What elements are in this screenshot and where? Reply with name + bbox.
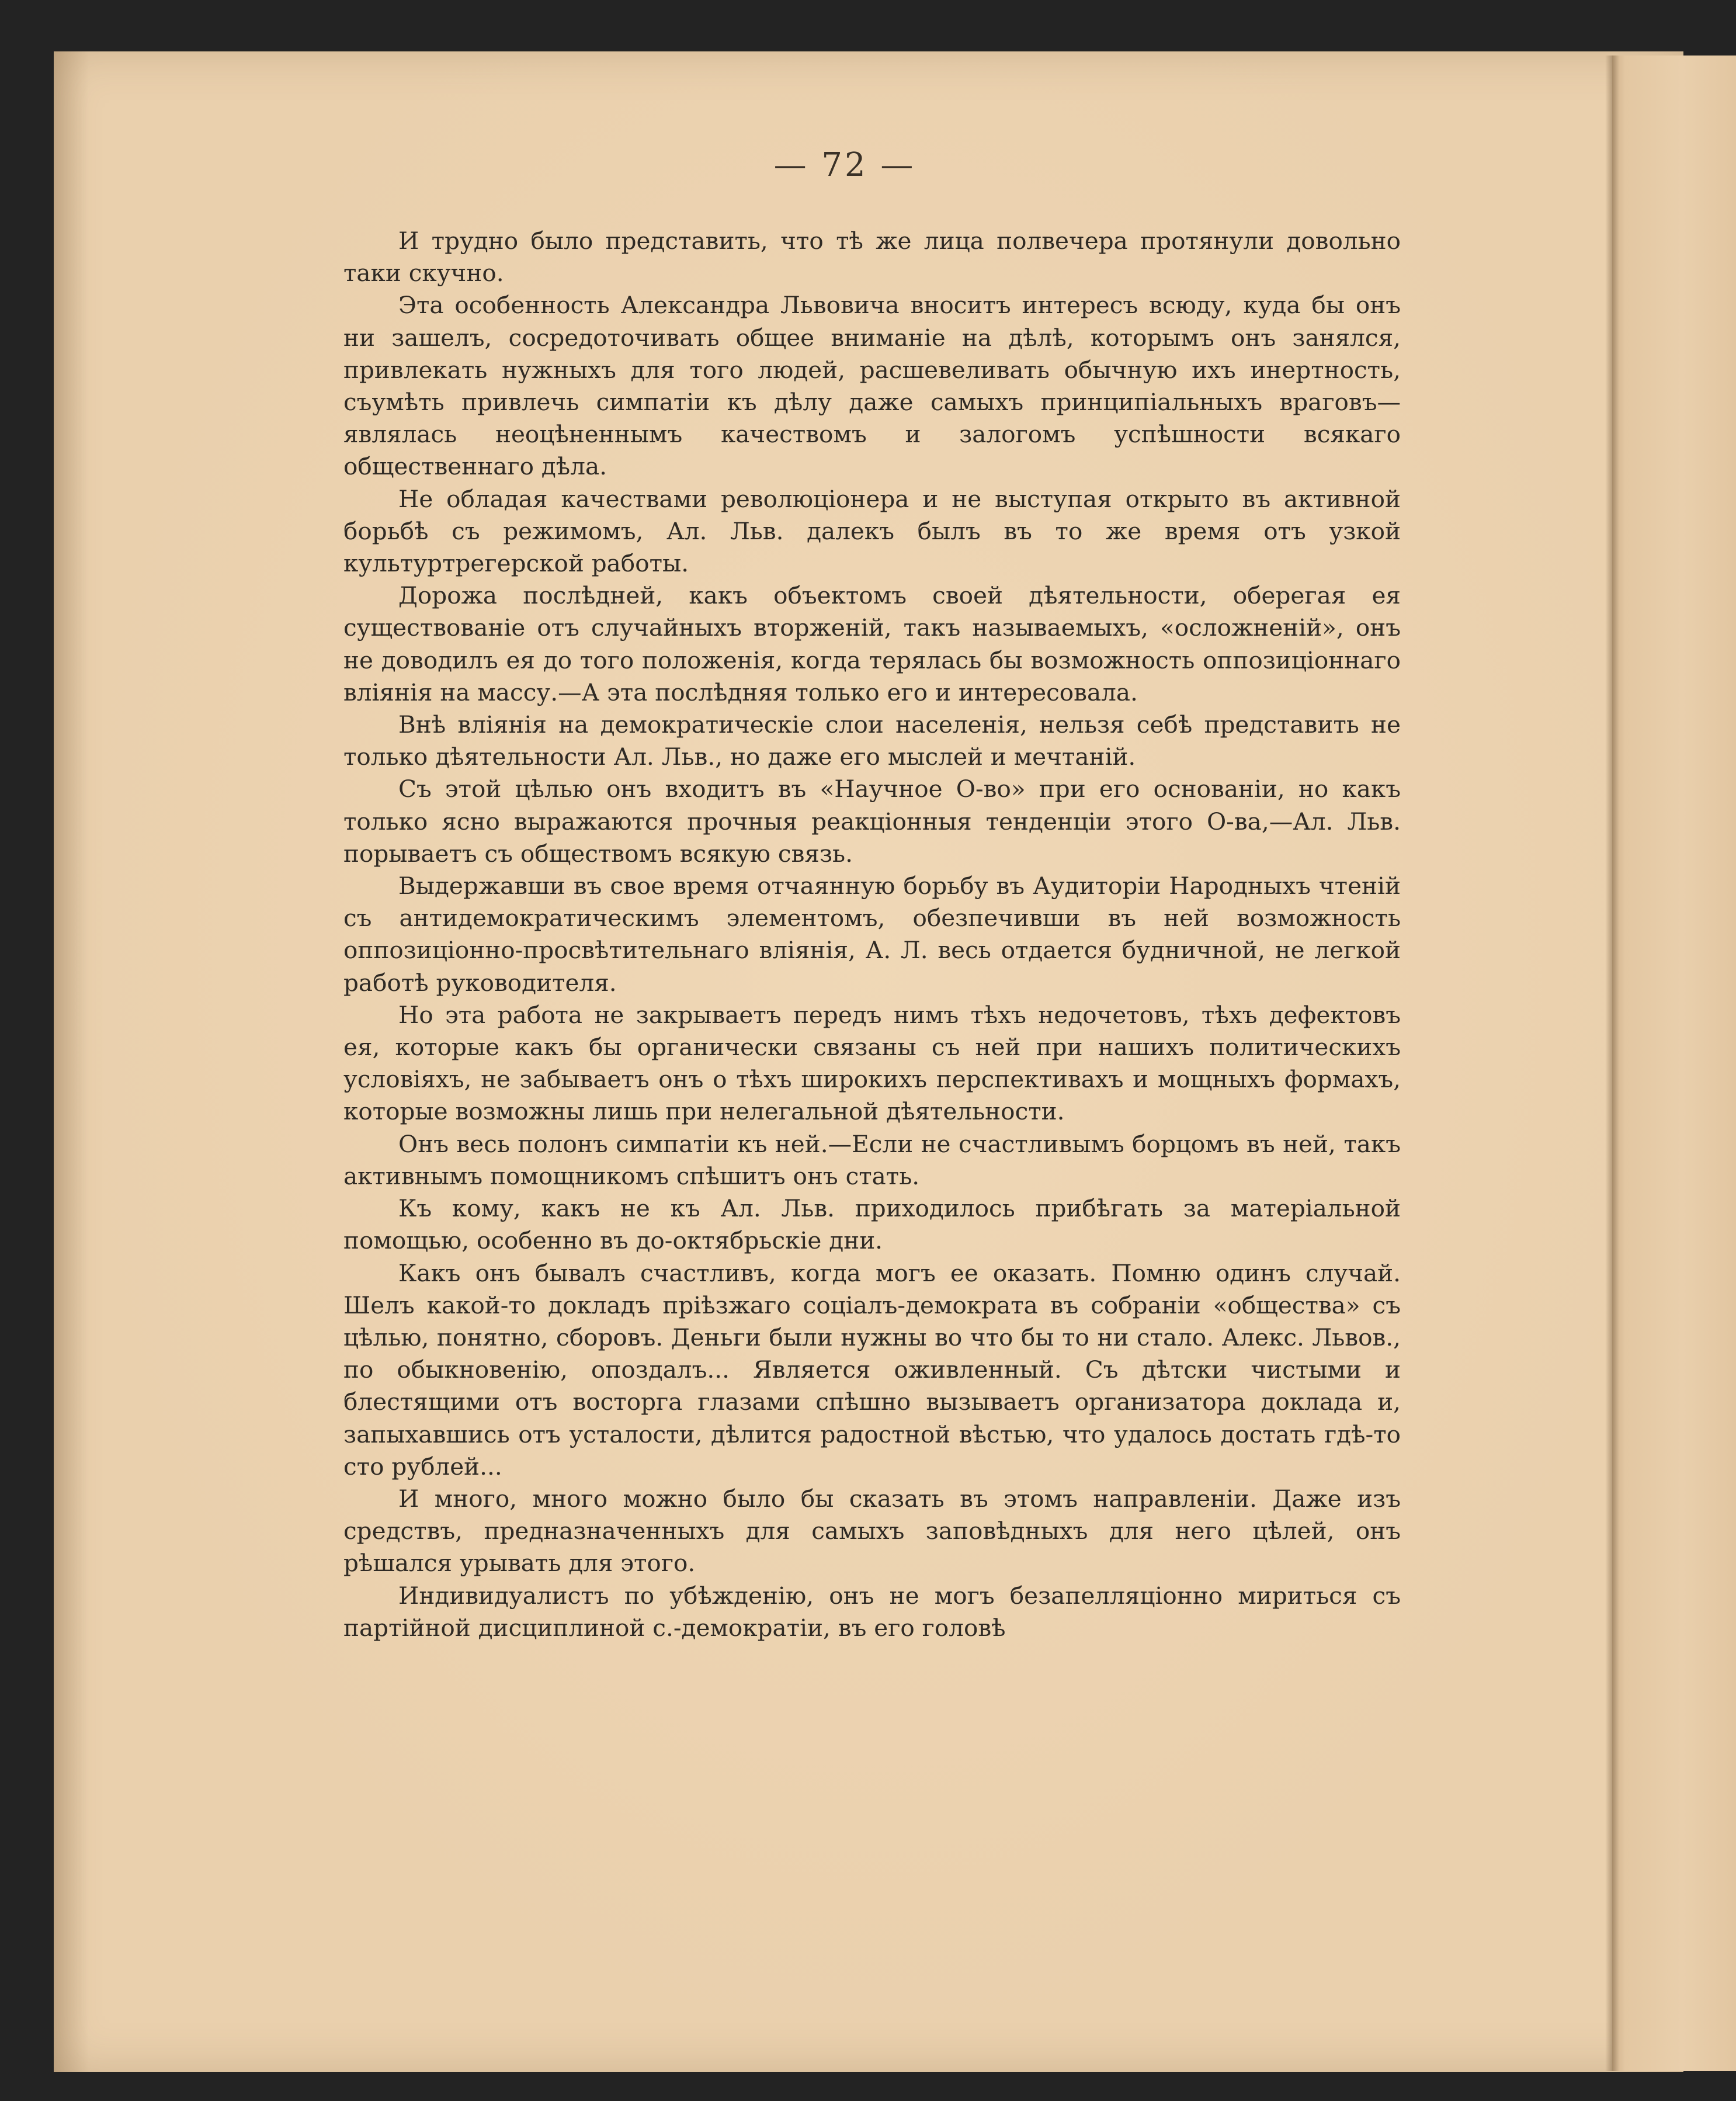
paragraph: Не обладая качествами революціонера и не выступая открыто въ активной борьбѣ съ режимомъ, Ал. Льв. далекъ былъ въ то же время отъ узкой культуртрегерской работы.	[343, 484, 1401, 578]
page-number: — 72 —	[773, 146, 916, 184]
paragraph: Но эта работа не закрываетъ передъ нимъ тѣхъ недочетовъ, тѣхъ дефектовъ ея, которые какъ бы органически связаны съ ней при нашихъ политическихъ условіяхъ, не забываетъ онъ о тѣхъ широкихъ перспективахъ и мощныхъ формахъ, которые возможны лишь при нелегальной дѣятельности.	[343, 1000, 1401, 1126]
paragraph: И трудно было представить, что тѣ же лица полвечера протянули довольно таки скучно.	[343, 227, 1401, 287]
paragraph: И много, много можно было бы сказать въ этомъ направленіи. Даже изъ средствъ, предназначенныхъ для самыхъ заповѣдныхъ для него цѣлей, онъ рѣшался урывать для этого.	[343, 1484, 1401, 1578]
facing-page-edge	[1612, 56, 1736, 2071]
paragraph: Съ этой цѣлью онъ входитъ въ «Научное О-во» при его основаніи, но какъ только ясно выражаются прочныя реакціонныя тенденціи этого О-ва,—Ал. Льв. порываетъ съ обществомъ всякую связь.	[343, 775, 1401, 868]
paragraph: Выдержавши въ свое время отчаянную борьбу въ Аудиторіи Народныхъ чтеній съ антидемократическимъ элементомъ, обезпечивши въ ней возможность оппозиціонно-просвѣтительнаго вліянія, А. Л. весь отдается будничной, не легкой работѣ руководителя.	[343, 872, 1401, 997]
paragraph: Дорожа послѣдней, какъ объектомъ своей дѣятельности, оберегая ея существованіе отъ случайныхъ вторженій, такъ называемыхъ, «осложненій», онъ не доводилъ ея до того положенія, когда терялась бы возможность оппозиціоннаго вліянія на массу.—А эта послѣдняя только его и интересовала.	[343, 581, 1401, 706]
paragraph: Къ кому, какъ не къ Ал. Льв. приходилось прибѣгать за матеріальной помощью, особенно въ до-октябрьскіе дни.	[343, 1194, 1401, 1255]
paragraph: Эта особенность Александра Львовича вноситъ интересъ всюду, куда бы онъ ни зашелъ, сосредоточивать общее вниманіе на дѣлѣ, которымъ онъ занялся, привлекать нужныхъ для того людей, расшевеливать обычную ихъ инертность, съумѣть привлечь симпатіи къ дѣлу даже самыхъ принципіальныхъ враговъ—являлась неоцѣненнымъ качествомъ и залогомъ успѣшности всякаго общественнаго дѣла.	[343, 291, 1401, 481]
page-gutter	[1605, 56, 1619, 2071]
paragraph: Внѣ вліянія на демократическіе слои населенія, нельзя себѣ представить не только дѣятельности Ал. Льв., но даже его мыслей и мечтаній.	[343, 710, 1401, 771]
paragraph: Онъ весь полонъ симпатіи къ ней.—Если не счастливымъ борцомъ въ ней, такъ активнымъ помощникомъ спѣшитъ онъ стать.	[343, 1129, 1401, 1190]
paragraph: Какъ онъ бывалъ счастливъ, когда могъ ее оказать. Помню одинъ случай. Шелъ какой-то докладъ пріѣзжаго соціалъ-демократа въ собраніи «общества» съ цѣлью, понятно, сборовъ. Деньги были нужны во что бы то ни стало. Алекс. Львов., по обыкновенію, опоздалъ... Является оживленный. Съ дѣтски чистыми и блестящими отъ восторга глазами спѣшно вызываетъ организатора доклада и, запыхавшись отъ усталости, дѣлится радостной вѣстью, что удалось достать гдѣ-то сто рублей...	[343, 1258, 1401, 1481]
page-body-text	[343, 225, 1401, 1644]
paragraph: Индивидуалистъ по убѣжденію, онъ не могъ безапелляціонно мириться съ партійной дисциплиной с.-демократіи, въ его головѣ	[343, 1581, 1401, 1642]
